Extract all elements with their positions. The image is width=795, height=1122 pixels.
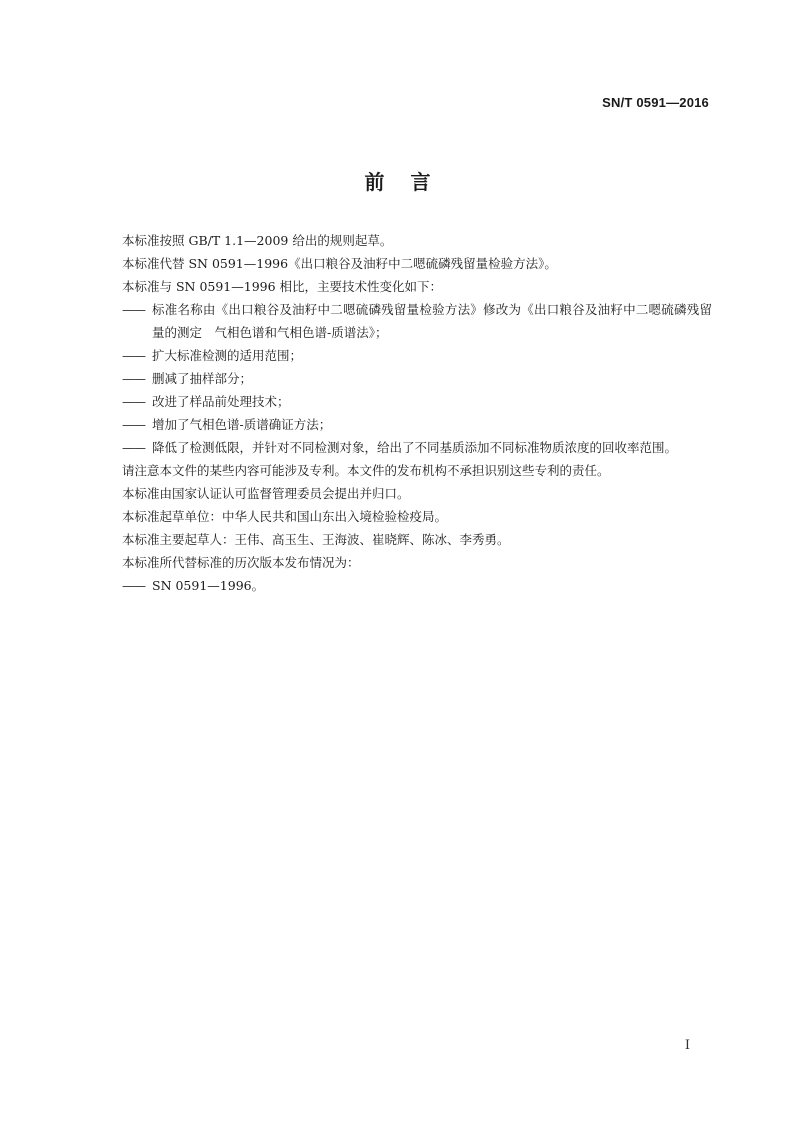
paragraph-drafting-rules: 本标准按照 GB/T 1.1—2009 给出的规则起草。 xyxy=(122,233,393,248)
dash-marker: —— xyxy=(122,302,145,317)
history-item-text: SN 0591—1996。 xyxy=(152,578,265,593)
paragraph-replaces: 本标准代替 SN 0591—1996《出口粮谷及油籽中二嗯硫磷残留量检验方法》。 xyxy=(122,256,557,271)
history-item xyxy=(122,574,712,597)
change-item-text: 扩大标准检测的适用范围； xyxy=(152,348,303,363)
change-item-text: 增加了气相色谱-质谱确证方法； xyxy=(152,417,332,432)
paragraph-proposed-by: 本标准由国家认证认可监督管理委员会提出并归口。 xyxy=(122,486,410,501)
paragraph-drafters: 本标准主要起草人：王伟、高玉生、王海波、崔晓辉、陈冰、李秀勇。 xyxy=(122,532,510,547)
dash-marker: —— xyxy=(122,440,145,455)
paragraph-history-intro: 本标准所代替标准的历次版本发布情况为： xyxy=(122,555,360,570)
change-item xyxy=(122,344,712,367)
foreword-body xyxy=(122,229,712,597)
paragraph-patent-notice: 请注意本文件的某些内容可能涉及专利。本文件的发布机构不承担识别这些专利的责任。 xyxy=(122,463,610,478)
paragraph-drafting-unit: 本标准起草单位：中华人民共和国山东出入境检验检疫局。 xyxy=(122,509,448,524)
dash-marker: —— xyxy=(122,348,145,363)
change-item-text: 降低了检测低限，并针对不同检测对象，给出了不同基质添加不同标准物质浓度的回收率范围。 xyxy=(152,440,678,455)
change-item xyxy=(122,298,712,344)
dash-marker: —— xyxy=(122,417,145,432)
page-number: I xyxy=(684,1038,690,1053)
change-item-text: 标准名称由《出口粮谷及油籽中二嗯硫磷残留量检验方法》修改为《出口粮谷及油籽中二嗯硫磷残留量的测定 气相色谱和气相色谱-质谱法》； xyxy=(152,302,712,340)
dash-marker: —— xyxy=(122,394,145,409)
standard-number: SN/T 0591—2016 xyxy=(602,95,709,110)
change-item xyxy=(122,413,712,436)
dash-marker: —— xyxy=(122,371,145,386)
paragraph-changes-intro: 本标准与 SN 0591—1996 相比，主要技术性变化如下： xyxy=(122,279,443,294)
change-item-text: 改进了样品前处理技术； xyxy=(152,394,290,409)
dash-marker: —— xyxy=(122,578,145,593)
page-title: 前言 xyxy=(364,170,457,194)
change-item xyxy=(122,367,712,390)
change-item xyxy=(122,436,712,459)
change-item-text: 删减了抽样部分； xyxy=(152,371,253,386)
change-item xyxy=(122,390,712,413)
